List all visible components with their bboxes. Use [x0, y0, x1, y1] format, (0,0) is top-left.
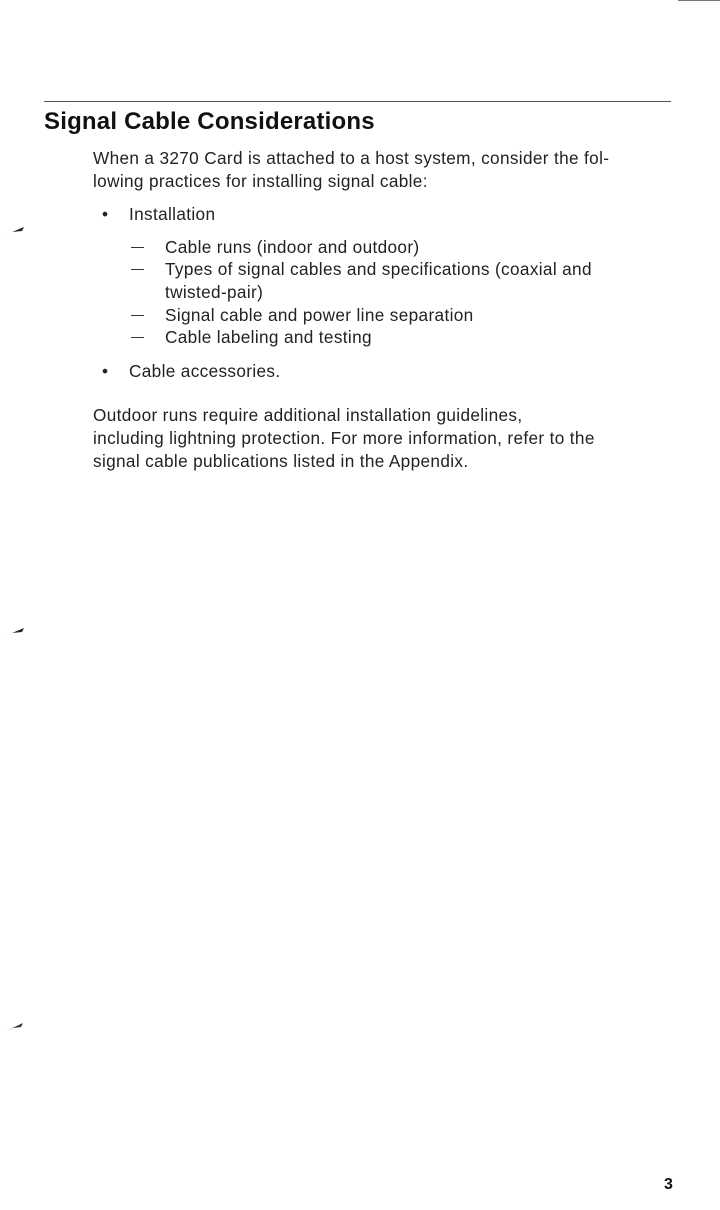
outro-line: Outdoor runs require additional installation guidelines, — [93, 405, 523, 425]
bullet-item-accessories: Cable accessories. — [129, 361, 281, 381]
corner-rule — [678, 0, 720, 1]
subitem-labeling: Cable labeling and testing — [165, 327, 372, 347]
subitem-cable-runs: Cable runs (indoor and outdoor) — [165, 237, 420, 257]
bullet-icon: • — [102, 204, 109, 224]
subitem-separation: Signal cable and power line separation — [165, 305, 474, 325]
dash-icon — [131, 315, 144, 316]
subitem-cable-types-continued: twisted-pair) — [165, 282, 264, 302]
binder-mark-icon — [4, 627, 26, 637]
bullet-item-installation: Installation — [129, 204, 216, 224]
dash-icon — [131, 247, 144, 248]
page-title: Signal Cable Considerations — [44, 108, 375, 135]
intro-paragraph — [93, 147, 683, 193]
subitem-cable-types: Types of signal cables and specifications (coaxial and — [165, 259, 592, 279]
dash-icon — [131, 337, 144, 338]
outro-line: signal cable publications listed in the Appendix. — [93, 451, 469, 471]
outro-line: including lightning protection. For more information, refer to the — [93, 428, 595, 448]
binder-mark-icon — [4, 1022, 26, 1032]
intro-line: When a 3270 Card is attached to a host system, consider the fol- — [93, 148, 610, 168]
heading-rule — [44, 101, 671, 102]
page-number: 3 — [664, 1176, 673, 1193]
binder-mark-icon — [4, 226, 26, 236]
intro-line: lowing practices for installing signal cable: — [93, 171, 428, 191]
outro-paragraph — [93, 404, 693, 473]
dash-icon — [131, 269, 144, 270]
bullet-icon: • — [102, 361, 109, 381]
